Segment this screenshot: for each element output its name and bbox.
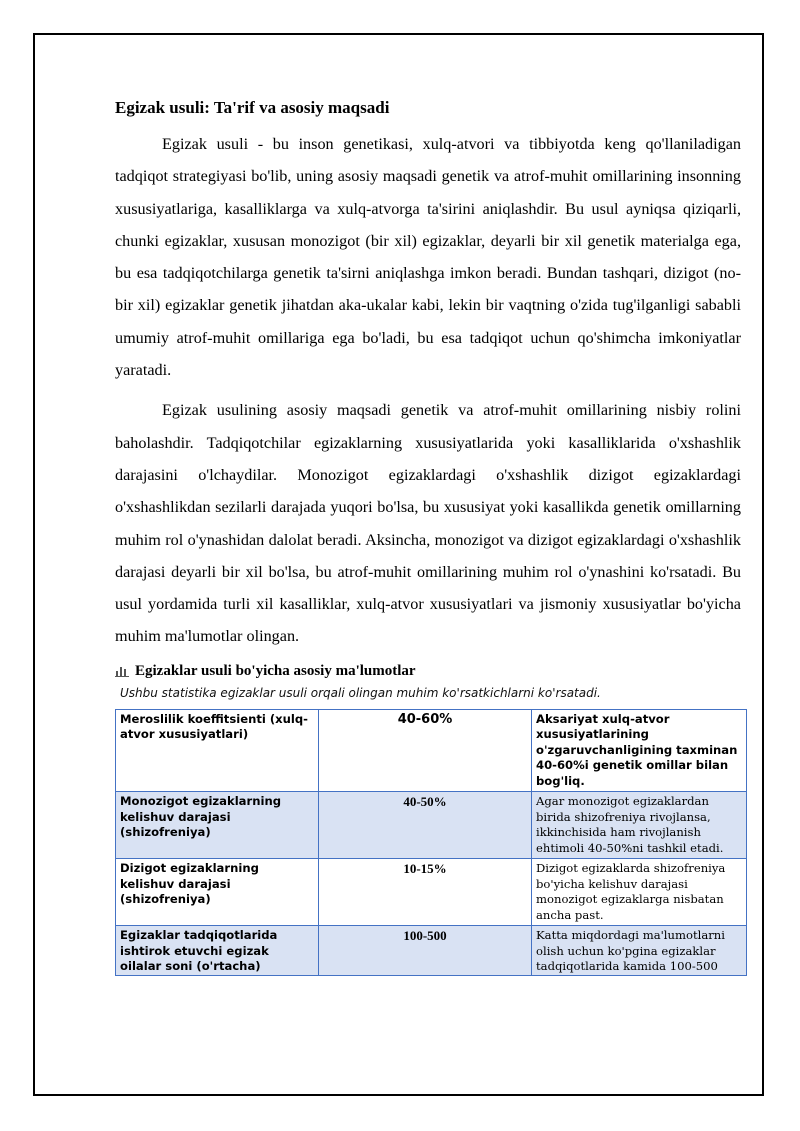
document-body (115, 96, 741, 976)
paragraph-definition: Egizak usuli - bu inson genetikasi, xulq-atvori va tibbiyotda keng qo'llaniladigan tadqiqot strategiyasi bo'lib, uning asosiy maqsadi genetik va atrof-muhit omillarining insonning xususiyatlariga, kasalliklarga va xulq-atvorga ta'sirini aniqlashdir. Bu usul ayniqsa qiziqarli, chunki egizaklar, xususan monozigot (bir xil) egizaklar, deyarli bir xil genetik materialga ega, bu esa tadqiqotchilarga genetik ta'sirni aniqlashga imkon beradi. Bundan tashqari, dizigot (no-bir xil) egizaklar genetik jihatdan aka-ukalar kabi, lekin bir vaqtning o'zida tug'ilganligi sababli umumiy atrof-muhit omillariga ega bo'ladi, bu esa tadqiqot uchun qo'shimcha imkoniyatlar yaratadi. (115, 135, 741, 380)
table-row (116, 926, 747, 976)
row-description-text: Katta miqdordagi ma'lumotlarni olish uchun ko'pgina egizaklar tadqiqotlarida kamida 100-500 (536, 928, 725, 974)
paragraph-purpose: Egizak usulining asosiy maqsadi genetik va atrof-muhit omillarining nisbiy rolini baholashdir. Tadqiqotchilar egizaklarning xususiyatlarida yoki kasalliklarida o'xshashlik darajasini o'lchaydilar. Monozigot egizaklardagi o'xshashlik dizigot egizaklardagi o'xshashlikdan sezilarli darajada yuqori bo'lsa, bu xususiyat yoki kasallikda genetik omillarning muhim rol o'ynashidan dalolat beradi. Aksincha, monozigot va dizigot egizaklardagi o'xshashlik darajasi deyarli bir xil bo'lsa, bu atrof-muhit omillarining muhim rol o'ynashini ko'rsatadi. Bu usul yordamida turli xil kasalliklar, xulq-atvor xususiyatlari va jismoniy xususiyatlar bo'yicha muhim ma'lumotlar olingan. (115, 401, 741, 646)
table-row (116, 792, 747, 859)
row-label-text: Egizaklar tadqiqotlarida ishtirok etuvchi egizak oilalar soni (o'rtacha) (120, 928, 278, 974)
row-description: Agar monozigot egizaklardan birida shizofreniya rivojlansa, ikkinchisida ham rivojlanish ehtimoli 40-50%ni tashkil etadi. (532, 792, 747, 859)
row-label: Monozigot egizaklarning kelishuv darajasi (shizofreniya) (116, 792, 319, 859)
row-description: Dizigot egizaklarda shizofreniya bo'yicha kelishuv darajasi monozigot egizaklarga nisbatan ancha past. (532, 859, 747, 926)
stats-caption: Ushbu statistika egizaklar usuli orqali olingan muhim ko'rsatkichlarni ko'rsatadi. (120, 685, 601, 700)
row-label: Dizigot egizaklarning kelishuv darajasi (shizofreniya) (116, 859, 319, 926)
table-row (116, 859, 747, 926)
row-value: 100-500 (319, 926, 532, 976)
section-heading: Egizak usuli: Ta'rif va asosiy maqsadi (115, 98, 390, 117)
bar-chart-icon (115, 665, 129, 677)
row-value: 10-15% (319, 859, 532, 926)
row-value: 40-50% (319, 792, 532, 859)
row-label (116, 926, 319, 976)
stats-table (115, 709, 747, 977)
stats-heading (115, 661, 741, 681)
row-description (532, 926, 747, 976)
row-label: Meroslilik koeffitsienti (xulq-atvor xususiyatlari) (116, 709, 319, 792)
table-row (116, 709, 747, 792)
stats-heading-text: Egizaklar usuli bo'yicha asosiy ma'lumotlar (135, 662, 416, 679)
row-value: 40-60% (319, 709, 532, 792)
row-description: Aksariyat xulq-atvor xususiyatlarining o'zgaruvchanligining taxminan 40-60%i genetik omillar bilan bog'liq. (532, 709, 747, 792)
